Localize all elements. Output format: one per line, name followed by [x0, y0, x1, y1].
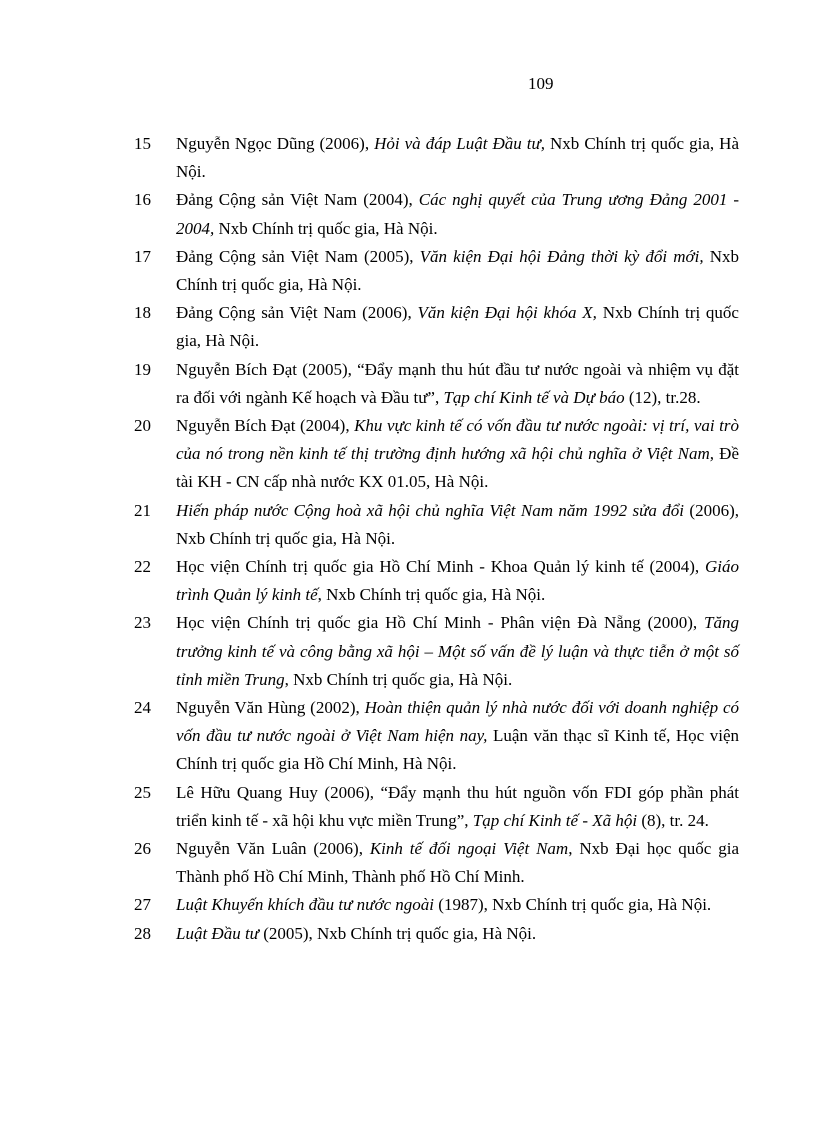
- reference-segment: Nguyễn Văn Luân (2006),: [176, 839, 370, 859]
- reference-item: [134, 694, 739, 779]
- reference-number: 24: [134, 698, 151, 718]
- reference-segment: Nxb Chính trị quốc gia, Hà Nội.: [214, 218, 438, 238]
- reference-item: [134, 497, 739, 553]
- reference-text: [176, 501, 739, 548]
- reference-title: Kinh tế đối ngoại Việt Nam: [369, 839, 569, 859]
- reference-segment: Đề tài KH - CN cấp nhà nước KX 01.05, Hà Nội.: [176, 444, 740, 492]
- reference-segment: , Nxb Chính trị quốc gia, Hà Nội.: [284, 669, 513, 689]
- reference-segment: , Nxb Chính trị quốc gia, Hà Nội.: [317, 585, 546, 605]
- reference-segment: (12), tr.28.: [624, 387, 701, 407]
- reference-text: [176, 303, 739, 350]
- reference-item: [134, 609, 739, 694]
- reference-segment: (1987), Nxb Chính trị quốc gia, Hà Nội.: [434, 895, 712, 915]
- reference-item: [134, 186, 739, 242]
- reference-number: 25: [134, 782, 151, 802]
- page-number: 109: [528, 74, 554, 93]
- reference-number: 16: [134, 190, 151, 210]
- reference-title: Văn kiện Đại hội khóa X,: [417, 303, 597, 323]
- reference-segment: Lê Hữu Quang Huy (2006), “Đẩy mạnh thu hút nguồn vốn FDI góp phần phát triển kinh tế - xã hội khu vực miền Trung”,: [176, 782, 739, 830]
- reference-number: 26: [134, 839, 151, 859]
- reference-number: 23: [134, 613, 151, 633]
- reference-number: 19: [134, 359, 151, 379]
- reference-item: [134, 779, 739, 835]
- reference-segment: Nguyễn Bích Đạt (2005), “Đẩy mạnh thu hút đầu tư nước ngoài và nhiệm vụ đặt ra đối với ngành Kế hoạch và Đầu tư”,: [176, 359, 739, 407]
- reference-item: [134, 299, 739, 355]
- reference-text: [176, 190, 739, 237]
- reference-segment: Đảng Cộng sản Việt Nam (2006),: [176, 303, 418, 323]
- reference-title: Tạp chí Kinh tế - Xã hội: [472, 810, 638, 830]
- reference-list: [134, 130, 739, 948]
- reference-item: [134, 920, 739, 948]
- reference-segment: (2006), Nxb Chính trị quốc gia, Hà Nội.: [176, 500, 739, 548]
- reference-segment: Nxb Chính trị quốc gia, Hà Nội.: [176, 246, 739, 295]
- reference-text: [176, 134, 739, 181]
- reference-text: [176, 924, 536, 943]
- reference-number: 15: [134, 134, 151, 153]
- reference-number: 28: [134, 923, 151, 943]
- reference-title: Hỏi và đáp Luật Đầu tư,: [374, 134, 545, 153]
- reference-title: Văn kiện Đại hội Đảng thời kỳ đổi mới,: [419, 246, 704, 266]
- reference-title: Luật Đầu tư: [176, 923, 259, 943]
- reference-segment: , Nxb Đại học quốc gia Thành phố Hồ Chí Minh, Thành phố Hồ Chí Minh.: [176, 839, 739, 887]
- reference-title: Luật Khuyến khích đầu tư nước ngoài: [176, 895, 435, 915]
- reference-segment: Nguyễn Ngọc Dũng (2006),: [176, 134, 375, 153]
- reference-text: [176, 839, 739, 886]
- reference-segment: Đảng Cộng sản Việt Nam (2005),: [176, 246, 420, 266]
- reference-text: [176, 783, 739, 830]
- reference-number: 27: [134, 895, 151, 915]
- reference-item: [134, 243, 739, 299]
- reference-segment: Luận văn thạc sĩ Kinh tế, Học viện Chính trị quốc gia Hồ Chí Minh, Hà Nội.: [176, 726, 739, 774]
- reference-item: [134, 130, 739, 186]
- reference-number: 18: [134, 303, 151, 323]
- reference-item: [134, 356, 739, 412]
- reference-segment: Đảng Cộng sản Việt Nam (2004),: [176, 190, 419, 210]
- reference-number: 21: [134, 500, 151, 520]
- reference-title: Hiến pháp nước Cộng hoà xã hội chủ nghĩa Việt Nam năm 1992 sửa đổi: [176, 500, 685, 520]
- reference-item: [134, 412, 739, 497]
- reference-segment: Nguyễn Văn Hùng (2002),: [176, 698, 365, 718]
- reference-text: [176, 360, 739, 407]
- reference-segment: (8), tr. 24.: [637, 810, 709, 830]
- reference-number: 20: [134, 416, 151, 436]
- reference-segment: Nguyễn Bích Đạt (2004),: [176, 416, 355, 436]
- reference-text: [176, 416, 739, 491]
- reference-segment: (2005), Nxb Chính trị quốc gia, Hà Nội.: [258, 923, 537, 943]
- reference-item: [134, 553, 739, 609]
- reference-text: [176, 698, 739, 773]
- reference-segment: Nxb Chính trị quốc gia, Hà Nội.: [176, 303, 739, 351]
- reference-title: Các nghị quyết của Trung ương Đảng 2001 - 2004,: [176, 190, 739, 238]
- reference-title: Tăng trưởng kinh tế và công bằng xã hội – Một số vấn đề lý luận và thực tiễn ở một số tỉnh miền Trung: [176, 613, 739, 689]
- reference-number: 22: [134, 557, 151, 577]
- reference-text: [176, 895, 711, 914]
- reference-title: Tạp chí Kinh tế và Dự báo: [443, 387, 625, 407]
- reference-segment: Học viện Chính trị quốc gia Hồ Chí Minh - Phân viện Đà Nẵng (2000),: [176, 613, 705, 633]
- reference-segment: Học viện Chính trị quốc gia Hồ Chí Minh - Khoa Quản lý kinh tế (2004),: [176, 557, 705, 577]
- reference-segment: Nxb Chính trị quốc gia, Hà Nội.: [176, 134, 739, 182]
- reference-number: 17: [134, 246, 151, 266]
- reference-title: Khu vực kinh tế có vốn đầu tư nước ngoài: vị trí, vai trò của nó trong nền kinh tế thị trường định hướng xã hội chủ nghĩa ở Việt Nam,: [176, 416, 739, 464]
- reference-text: [176, 557, 739, 604]
- reference-title: Hoàn thiện quản lý nhà nước đối với doanh nghiệp có vốn đầu tư nước ngoài ở Việt Nam hiện nay,: [176, 698, 740, 746]
- reference-item: [134, 835, 739, 891]
- reference-text: [176, 613, 739, 688]
- reference-title: Giáo trình Quản lý kinh tế: [176, 557, 739, 605]
- reference-text: [176, 247, 739, 294]
- reference-item: [134, 891, 739, 919]
